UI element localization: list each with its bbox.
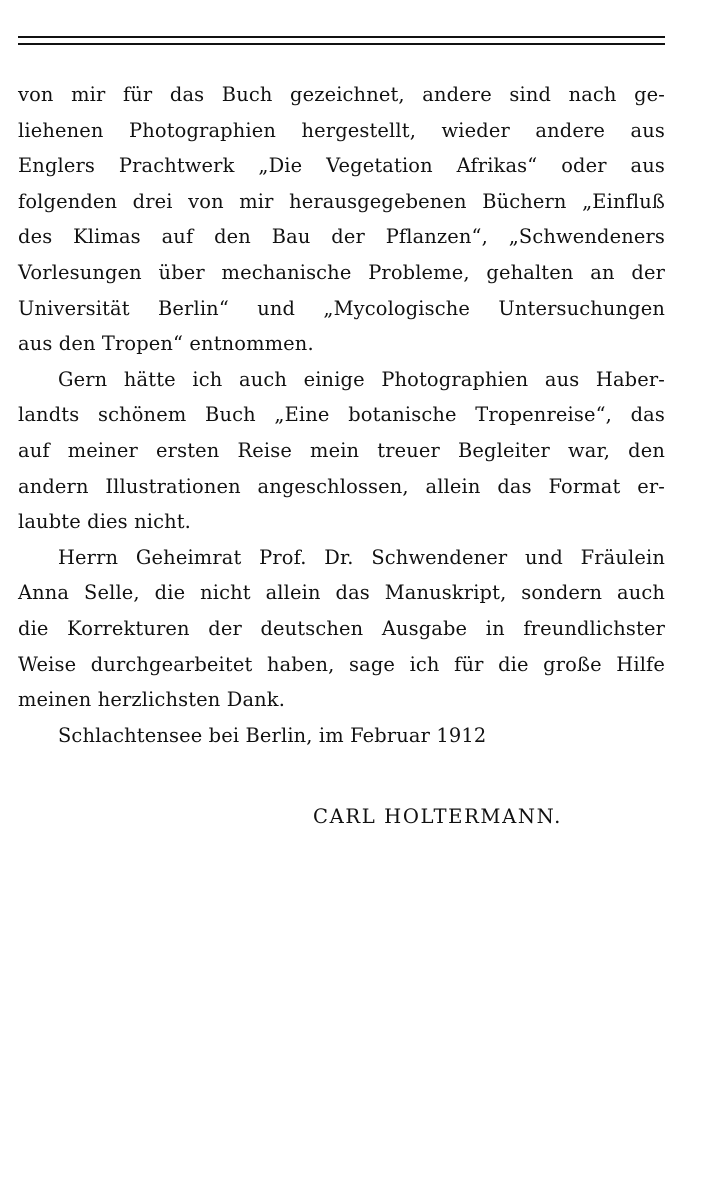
text-line: Gern hätte ich auch einige Photographien aus Haber-	[58, 367, 665, 391]
text-line: meinen herzlichsten Dank.	[18, 688, 286, 712]
text-line: aus den Tropen“ entnommen.	[18, 332, 314, 356]
text-line: Weise durchgearbeitet haben, sage ich für die große Hilfe	[18, 652, 665, 676]
text-line: laubte dies nicht.	[18, 510, 191, 534]
text-line: die Korrekturen der deutschen Ausgabe in freundlichster	[18, 616, 665, 640]
text-line: Englers Prachtwerk „Die Vegetation Afrikas“ oder aus	[18, 154, 665, 178]
text-line: folgenden drei von mir herausgegebenen Büchern „Einfluß	[18, 189, 665, 213]
text-line: des Klimas auf den Bau der Pflanzen“, „Schwendeners	[18, 225, 665, 249]
text-line: von mir für das Buch gezeichnet, andere sind nach ge-	[18, 83, 665, 106]
header-rule-top	[18, 36, 665, 38]
text-line: andern Illustrationen angeschlossen, allein das Format er-	[18, 474, 665, 498]
header-rule-bottom	[18, 43, 665, 45]
author-signature: CARL HOLTERMANN.	[313, 805, 562, 828]
text-line: Anna Selle, die nicht allein das Manuskript, sondern auch	[18, 581, 665, 605]
body-text	[18, 77, 665, 753]
text-line: Universität Berlin“ und „Mycologische Untersuchungen	[18, 296, 665, 320]
text-line: landts schönem Buch „Eine botanische Tropenreise“, das	[18, 403, 665, 427]
text-line: liehenen Photographien hergestellt, wieder andere aus	[18, 118, 665, 142]
text-line: Vorlesungen über mechanische Probleme, gehalten an der	[18, 260, 665, 284]
text-line: Herrn Geheimrat Prof. Dr. Schwendener und Fräulein	[58, 545, 665, 569]
text-line: auf meiner ersten Reise mein treuer Begleiter war, den	[18, 438, 665, 462]
place-date-line: Schlachtensee bei Berlin, im Februar 1912	[58, 723, 487, 747]
